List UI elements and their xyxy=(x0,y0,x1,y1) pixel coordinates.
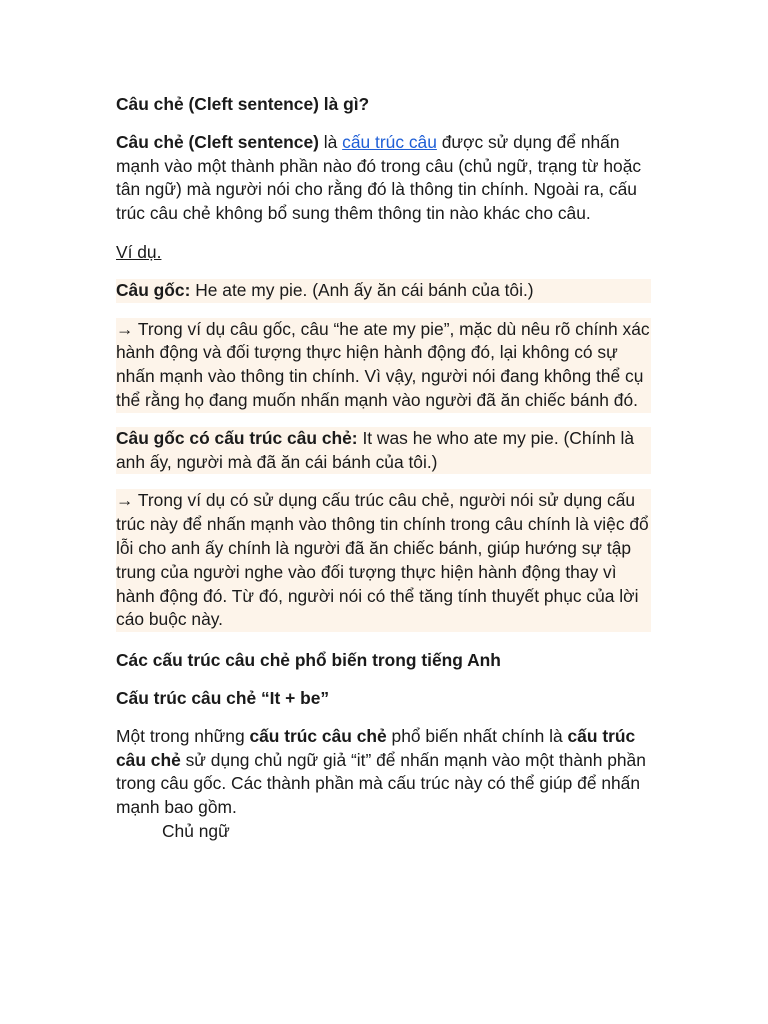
example-original xyxy=(116,279,651,303)
example-cleft-explanation: → Trong ví dụ có sử dụng cấu trúc câu chẻ, người nói sử dụng cấu trúc này để nhấn mạnh vào thông tin chính trong câu chính là việc đổ lỗi cho anh ấy chính là người đã ăn chiếc bánh, giúp hướng sự tập trung của người nghe vào đối tượng thực hiện hành động thay vì hành động đó. Từ đó, người nói có thể tăng tính thuyết phục của lời cáo buộc này. xyxy=(116,489,651,632)
intro-text-b: được sử dụng để nhấn mạnh vào một thành phần nào đó trong câu (chủ ngữ, trạng từ hoặc tân ngữ) mà người nói cho rằng đó là thông tin chính. Ngoài ra, cấu trúc câu chẻ không bổ sung thêm thông tin nào khác cho câu. xyxy=(116,131,642,224)
para-text-c: sử dụng chủ ngữ giả “it” để nhấn mạnh vào một thành phần trong câu gốc. Các thành phần mà cấu trúc này có thể giúp để nhấn mạnh bao gồm. xyxy=(116,749,646,818)
para-text-b: phổ biến nhất chính là xyxy=(386,725,568,746)
sentence-structure-link[interactable]: cấu trúc câu xyxy=(342,131,437,152)
example-original-label: Câu gốc: xyxy=(116,279,191,300)
example-original-explanation: → Trong ví dụ câu gốc, câu “he ate my pie”, mặc dù nêu rõ chính xác hành động và đối tượng thực hiện hành động đó, lại không có sự nhấn mạnh vào thông tin chính. Vì vậy, người nói đang không thể cụ thể rằng họ đang muốn nhấn mạnh vào người đã ăn chiếc bánh đó. xyxy=(116,318,651,413)
intro-paragraph xyxy=(116,131,651,226)
example-cleft-label: Câu gốc có cấu trúc câu chẻ: xyxy=(116,427,358,448)
example-cleft-text: It was he who ate my pie. (Chính là anh ấy, người mà đã ăn cái bánh của tôi.) xyxy=(116,427,635,472)
para-text-a: Một trong những xyxy=(116,725,250,746)
heading-common-structures: Các cấu trúc câu chẻ phổ biến trong tiếng Anh xyxy=(116,650,501,671)
list-item-subject: Chủ ngữ xyxy=(162,820,230,841)
heading-cleft-sentence: Câu chẻ (Cleft sentence) là gì? xyxy=(116,94,370,114)
para-bold-a: cấu trúc câu chẻ xyxy=(249,725,387,746)
intro-text-a: là xyxy=(318,131,343,152)
it-be-paragraph xyxy=(116,725,651,820)
para-bold-b: cấu trúc câu chẻ xyxy=(116,725,636,770)
example-cleft xyxy=(116,427,651,475)
example-label: Ví dụ. xyxy=(116,241,162,262)
example-original-text: He ate my pie. (Anh ấy ăn cái bánh của tôi.) xyxy=(190,279,534,300)
intro-bold-term: Câu chẻ (Cleft sentence) xyxy=(116,131,319,152)
heading-it-be: Cấu trúc câu chẻ “It + be” xyxy=(116,687,330,708)
document-body xyxy=(116,93,651,844)
